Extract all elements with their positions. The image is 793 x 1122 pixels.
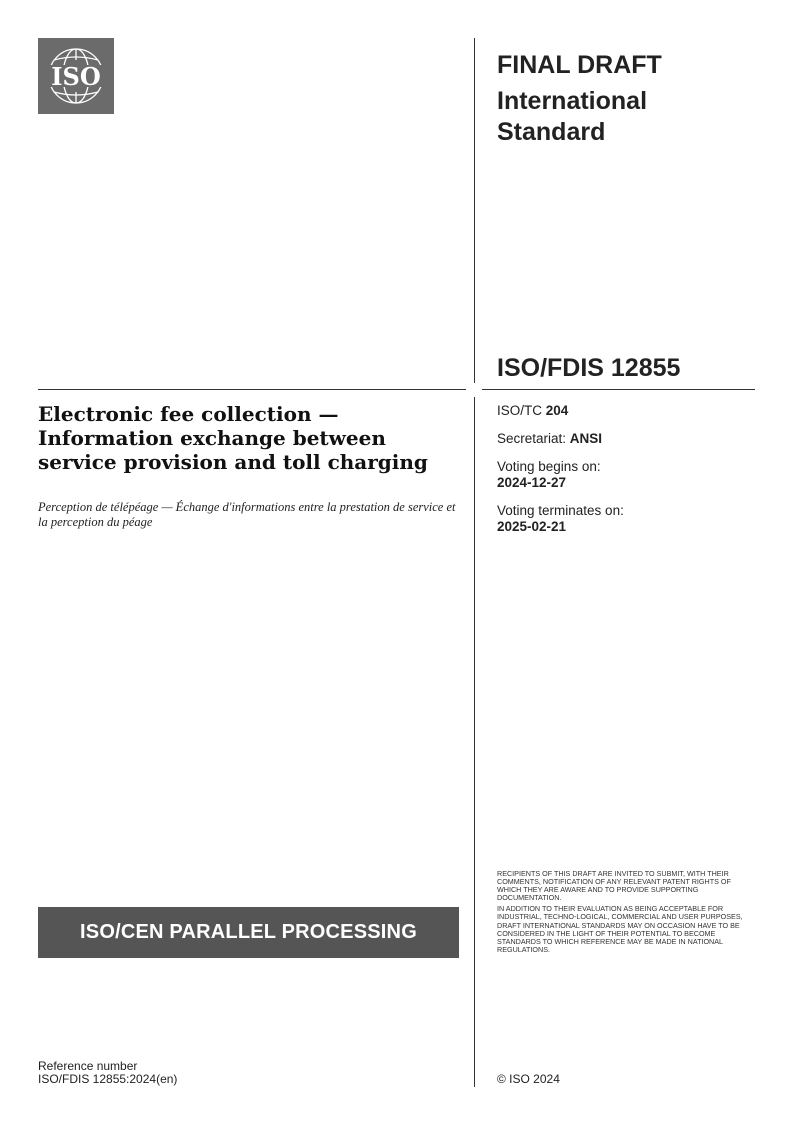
banner-text: ISO/CEN PARALLEL PROCESSING xyxy=(80,921,417,943)
tc-label: ISO/TC xyxy=(497,403,543,418)
voting-terminates xyxy=(497,503,624,535)
voting-begins xyxy=(497,459,601,491)
svg-text:ISO: ISO xyxy=(51,62,101,91)
document-title-english: Electronic fee collection — Information exchange between service provision and toll charging xyxy=(38,402,428,474)
iso-logo xyxy=(38,38,114,114)
vertical-divider-top xyxy=(474,38,475,383)
document-type-line-1: International xyxy=(497,87,648,115)
notice-paragraph-1: RECIPIENTS OF THIS DRAFT ARE INVITED TO SUBMIT, WITH THEIR COMMENTS, NOTIFICATION OF ANY RELEVANT PATENT RIGHTS OF WHICH THEY ARE AWARE AND TO PROVIDE SUPPORTING DOCUMENTATION. xyxy=(497,869,731,903)
tc-value: 204 xyxy=(545,403,569,418)
technical-committee xyxy=(497,403,568,419)
secretariat-label: Secretariat: xyxy=(497,431,567,446)
reference-number-value: ISO/FDIS 12855:2024(en) xyxy=(38,1072,178,1086)
voting-begins-value: 2024-12-27 xyxy=(497,475,567,490)
horizontal-rule-right xyxy=(482,389,755,390)
secretariat-value: ANSI xyxy=(569,431,603,446)
document-title-french: Perception de télépéage — Échange d'informations entre la prestation de service et la perception du péage xyxy=(38,500,456,529)
horizontal-rule-left xyxy=(38,389,466,390)
reference-number-label: Reference number xyxy=(38,1059,138,1073)
parallel-processing-banner xyxy=(38,907,459,958)
iso-globe-icon xyxy=(38,38,114,114)
voting-terminates-value: 2025-02-21 xyxy=(497,519,567,534)
voting-terminates-label: Voting terminates on: xyxy=(497,503,624,518)
vertical-divider-bottom xyxy=(474,397,475,1087)
document-type-heading xyxy=(497,86,757,148)
document-number: ISO/FDIS 12855 xyxy=(497,354,681,382)
voting-begins-label: Voting begins on: xyxy=(497,459,601,474)
draft-notice xyxy=(497,870,757,957)
copyright-notice: © ISO 2024 xyxy=(497,1072,560,1086)
final-draft-heading: FINAL DRAFT xyxy=(497,51,662,79)
document-type-line-2: Standard xyxy=(497,118,606,146)
secretariat xyxy=(497,431,602,447)
notice-paragraph-2: IN ADDITION TO THEIR EVALUATION AS BEING ACCEPTABLE FOR INDUSTRIAL, TECHNO-LOGICAL, COMMERCIAL AND USER PURPOSES, DRAFT INTERNATIONAL STANDARDS MAY ON OCCASION HAVE TO BE CONSIDERED IN THE LIGHT OF THEIR POTENTIAL TO BECOME STANDARDS TO WHICH REFERENCE MAY BE MADE IN NATIONAL REGULATIONS. xyxy=(497,904,743,954)
